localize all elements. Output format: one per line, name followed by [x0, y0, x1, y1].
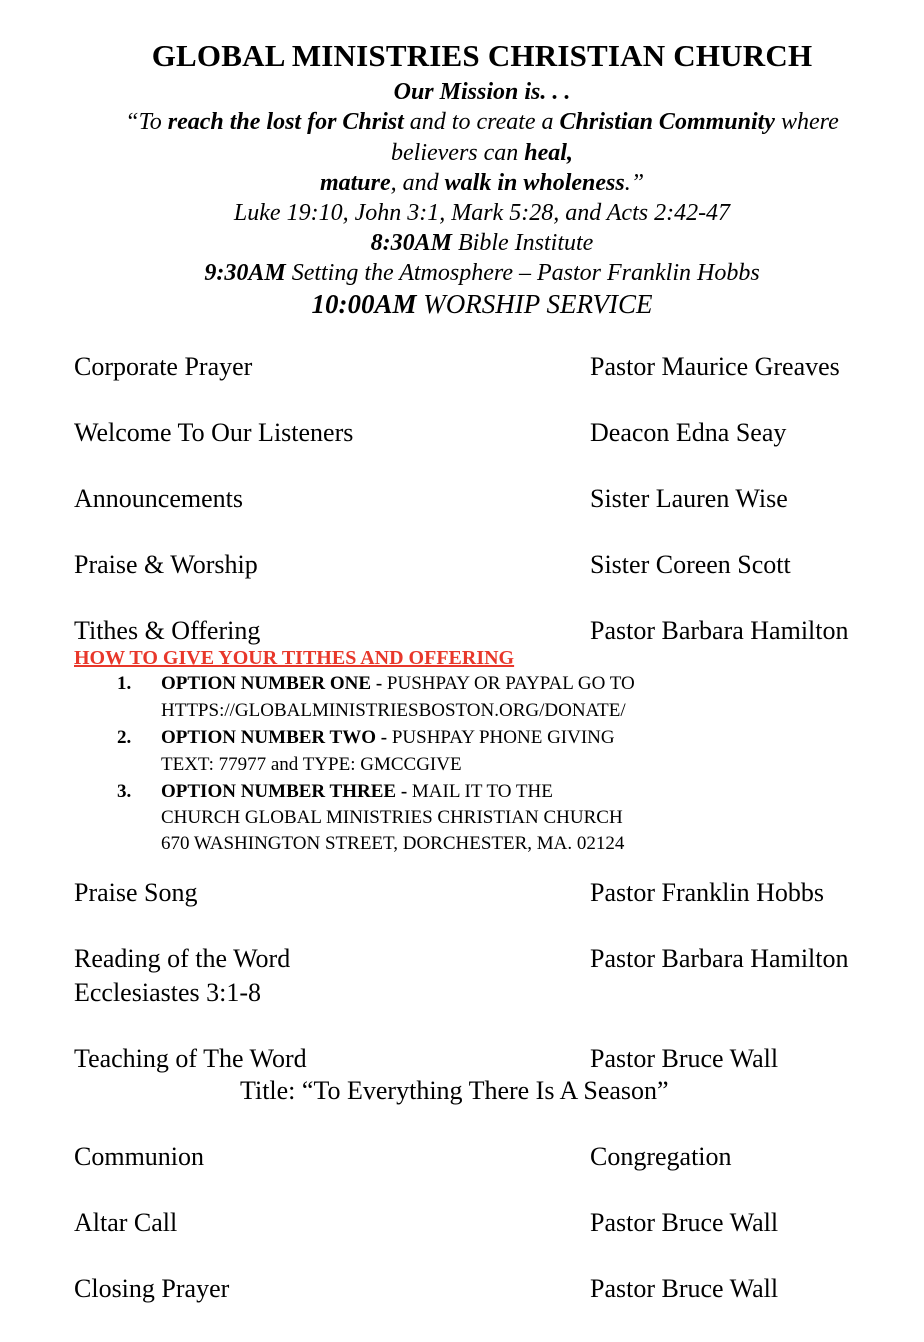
program-leader: Sister Coreen Scott [590, 550, 791, 579]
giving-heading: HOW TO GIVE YOUR TITHES AND OFFERING [74, 647, 515, 669]
program-leader: Pastor Bruce Wall [590, 1044, 779, 1073]
text-giving-info: TEXT: 77977 and TYPE: GMCCGIVE [161, 754, 462, 775]
program-leader: Pastor Maurice Greaves [590, 352, 840, 381]
schedule-setting-atmosphere: 9:30AM Setting the Atmosphere – Pastor Franklin Hobbs [204, 260, 760, 286]
option-one-line: OPTION NUMBER ONE - PUSHPAY OR PAYPAL GO TO [161, 673, 635, 694]
program-item: Praise Song [74, 878, 198, 907]
church-name: GLOBAL MINISTRIES CHRISTIAN CHURCH [151, 38, 813, 73]
mission-scripture: Luke 19:10, John 3:1, Mark 5:28, and Acts 2:42-47 [233, 200, 731, 226]
program-leader: Pastor Franklin Hobbs [590, 878, 824, 907]
mission-heading: Our Mission is. . . [393, 79, 571, 105]
program-leader: Sister Lauren Wise [590, 484, 788, 513]
program-item: Praise & Worship [74, 550, 258, 579]
program-leader: Pastor Barbara Hamilton [590, 616, 849, 645]
option-number: 3. [117, 781, 132, 802]
option-three-line: OPTION NUMBER THREE - MAIL IT TO THE [161, 781, 553, 802]
reading-reference: Ecclesiastes 3:1-8 [74, 978, 261, 1007]
program-leader: Pastor Bruce Wall [590, 1208, 779, 1237]
program-leader: Pastor Barbara Hamilton [590, 944, 849, 973]
program-leader: Pastor Bruce Wall [590, 1274, 779, 1303]
option-two-line: OPTION NUMBER TWO - PUSHPAY PHONE GIVING [161, 727, 615, 748]
program-item: Corporate Prayer [74, 352, 253, 381]
mission-line-3: mature, and walk in wholeness.” [319, 170, 645, 196]
program-item: Tithes & Offering [74, 616, 261, 645]
option-number: 2. [117, 727, 132, 748]
donate-url: HTTPS://GLOBALMINISTRIESBOSTON.ORG/DONATE/ [161, 700, 626, 721]
program-item: Announcements [74, 484, 243, 513]
mail-address: 670 WASHINGTON STREET, DORCHESTER, MA. 02124 [161, 833, 625, 854]
schedule-bible-institute: 8:30AM Bible Institute [370, 230, 594, 256]
program-item: Altar Call [74, 1208, 178, 1237]
program-item: Reading of the Word [74, 944, 291, 973]
program-item: Teaching of The Word [74, 1044, 307, 1073]
mail-recipient: CHURCH GLOBAL MINISTRIES CHRISTIAN CHURCH [161, 807, 623, 828]
mission-line-2: believers can heal, [391, 140, 573, 166]
option-number: 1. [117, 673, 132, 694]
program-item: Closing Prayer [74, 1274, 230, 1303]
schedule-worship-service: 10:00AM WORSHIP SERVICE [311, 289, 653, 319]
program-leader: Congregation [590, 1142, 732, 1171]
program-item: Welcome To Our Listeners [74, 418, 354, 447]
program-leader: Deacon Edna Seay [590, 418, 787, 447]
mission-line-1: “To reach the lost for Christ and to create a Christian Community where [125, 109, 839, 135]
sermon-title: Title: “To Everything There Is A Season” [240, 1076, 669, 1105]
program-item: Communion [74, 1142, 205, 1171]
